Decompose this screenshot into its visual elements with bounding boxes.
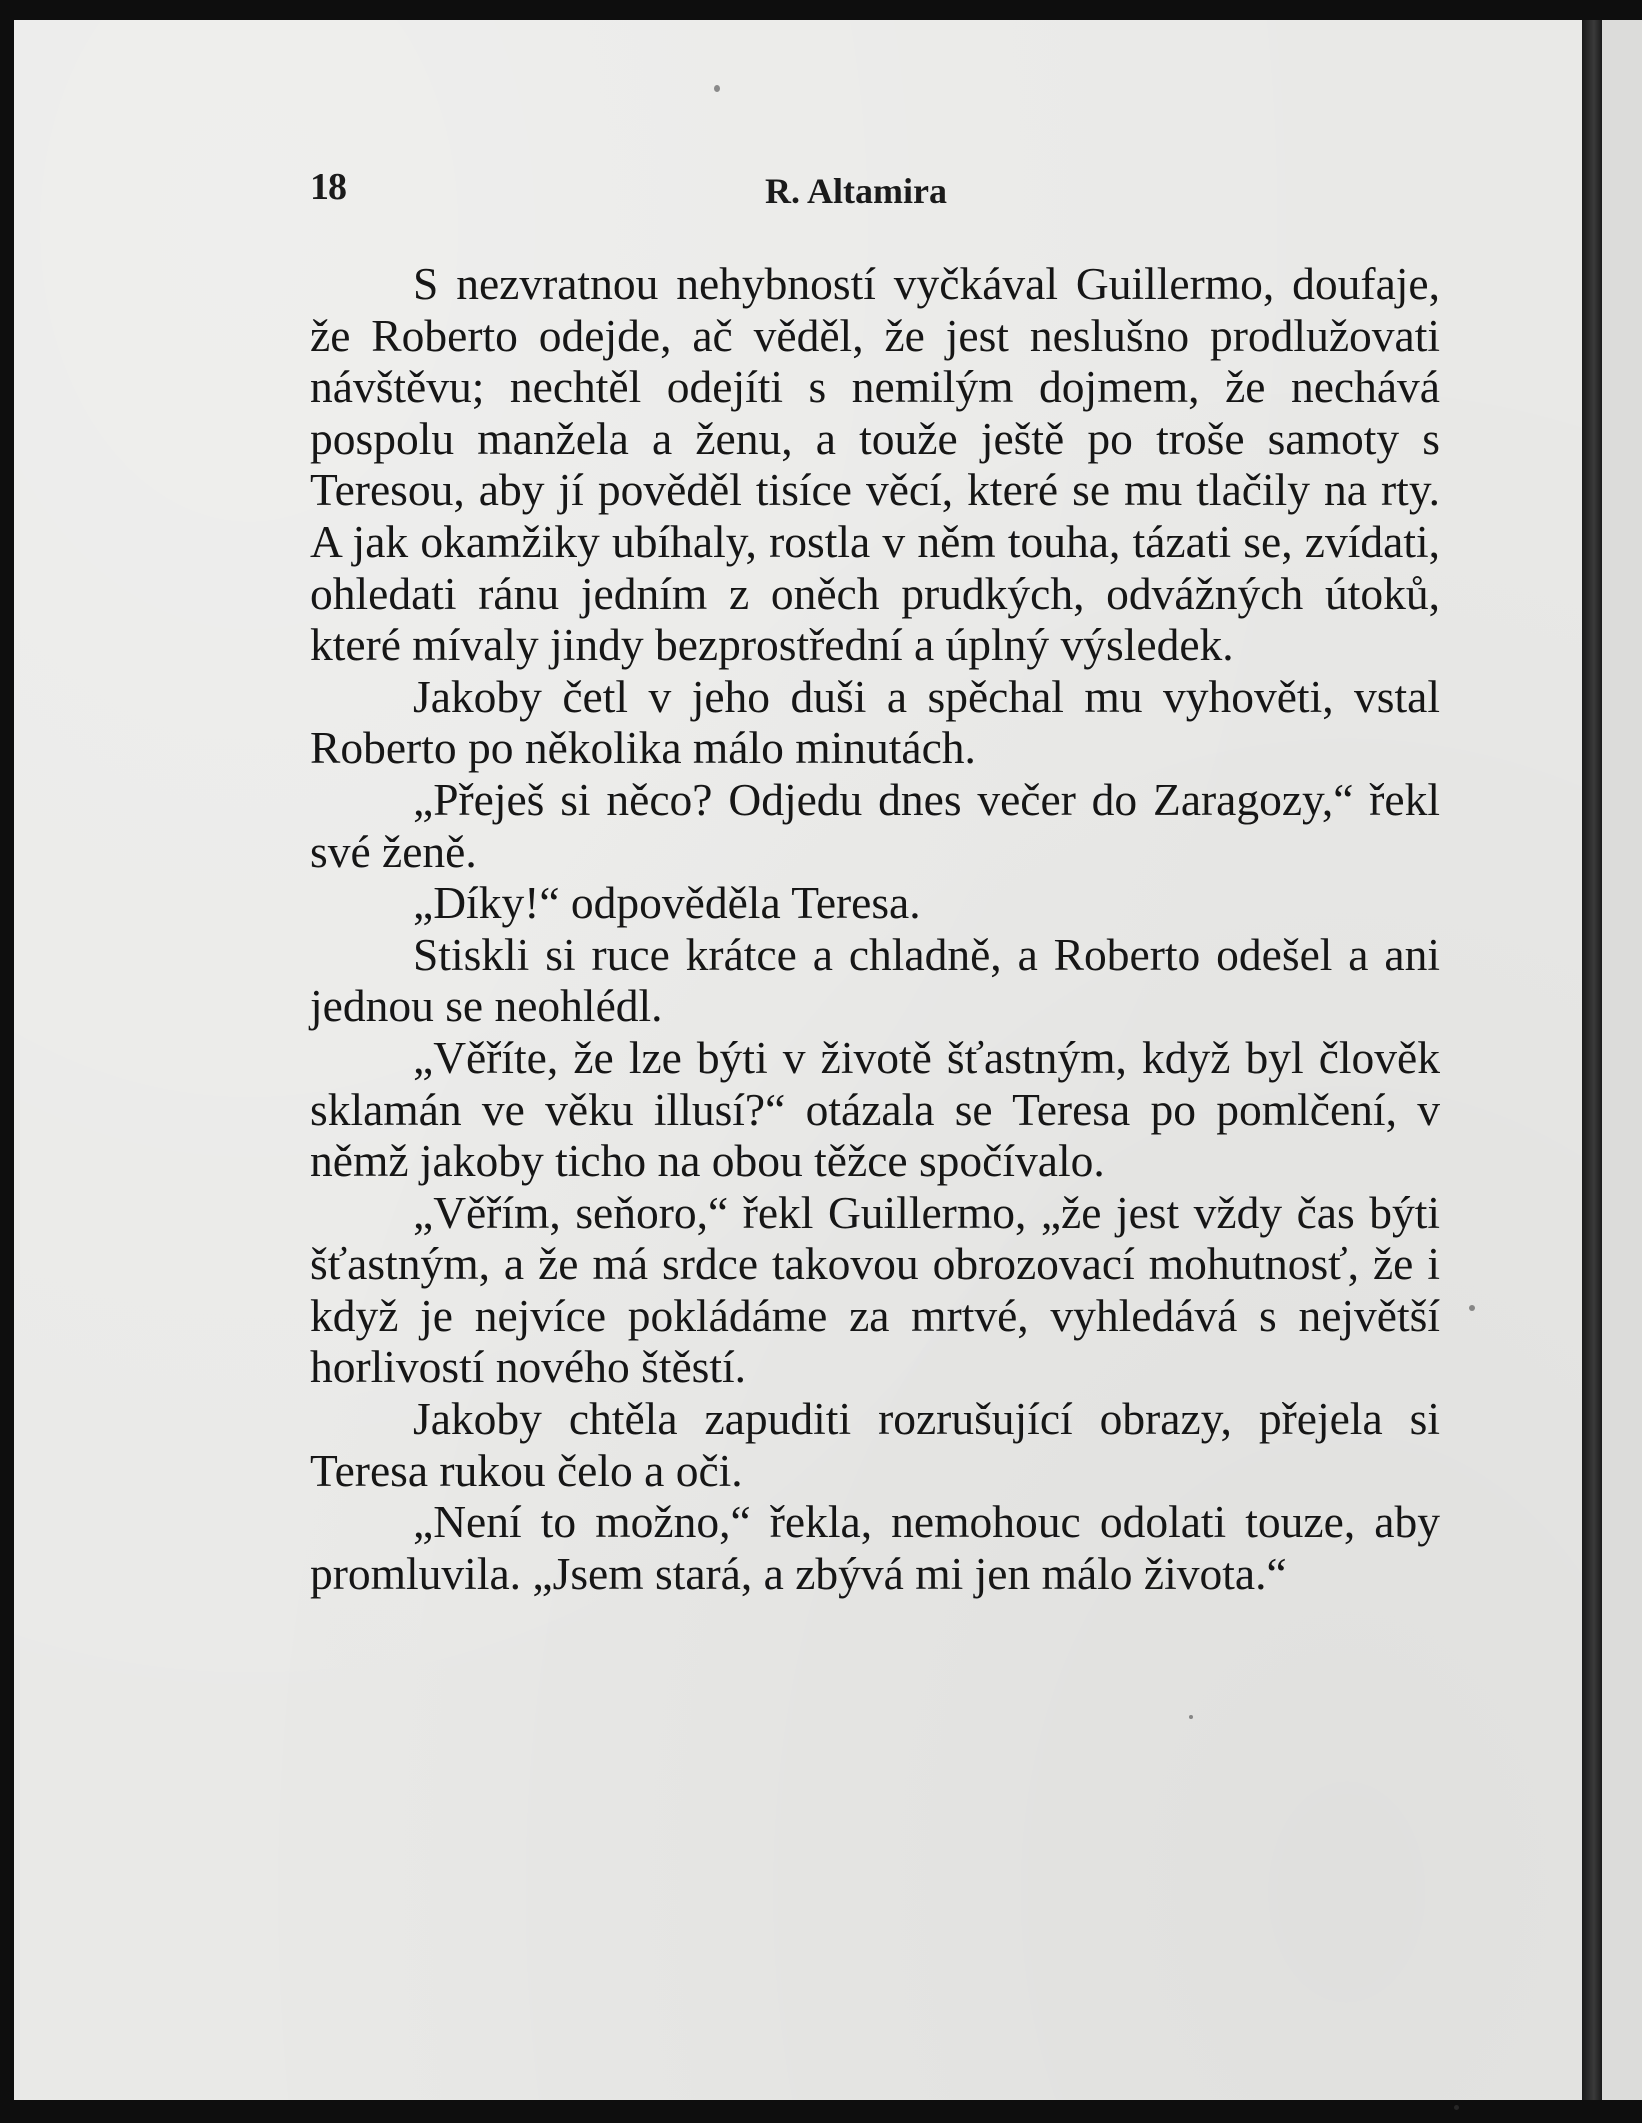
paper-speck [1469, 1305, 1475, 1311]
paragraph: „Věříte, že lze býti v životě šťastným, když byl člověk sklamán ve věku illusí?“ otázala se Teresa po pomlčení, v němž jakoby ticho na obou těžce spočívalo. [310, 1031, 1440, 1187]
paragraph: Jakoby chtěla zapuditi rozrušující obrazy, přejela si Teresa rukou čelo a oči. [310, 1393, 1440, 1496]
paragraph: Jakoby četl v jeho duši a spěchal mu vyhověti, vstal Roberto po několika málo minutách. [310, 670, 1440, 774]
paragraph: „Díky!“ odpověděla Teresa. [413, 877, 921, 929]
paragraph: „Věřím, seňoro,“ řekl Guillermo, „že jest vždy čas býti šťastným, a že má srdce takovou obrozovací mohutnosť, že i když je nejvíce pokládáme za mrtvé, vyhledává s největší horlivostí nového štěstí. [310, 1186, 1440, 1393]
paragraph: „Není to možno,“ řekla, nemohouc odolati touze, aby promluvila. „Jsem stará, a zbývá mi jen málo života.“ [310, 1496, 1440, 1599]
paragraph: S nezvratnou nehybností vyčkával Guillermo, doufaje, že Roberto odejde, ač věděl, že jest neslušno prodlužovati návštěvu; nechtěl odejíti s nemilým dojmem, že nechává pospolu manžela a ženu, a touže ještě po troše samoty s Teresou, aby jí pověděl tisíce věcí, které se mu tlačily na rty. A jak okamžiky ubíhaly, rostla v něm touha, tázati se, zvídati, ohledati ránu jedním z oněch prudkých, odvážných útoků, které mívaly jindy bezprostřední a úplný výsledek. [310, 258, 1440, 671]
running-head: R. Altamira [765, 171, 947, 211]
paper-speck [714, 85, 720, 92]
paper-speck [1454, 2105, 1459, 2110]
paragraph: „Přeješ si něco? Odjedu dnes večer do Zaragozy,“ řekl své ženě. [310, 773, 1440, 877]
page-number: 18 [310, 166, 346, 208]
body-text [310, 258, 1440, 1599]
adjacent-page-edge [1602, 20, 1642, 2100]
page-header [0, 165, 1642, 225]
book-spine-shadow [1582, 20, 1602, 2100]
paragraph: Stiskli si ruce krátce a chladně, a Roberto odešel a ani jednou se neohlédl. [310, 928, 1440, 1032]
paper-speck [1189, 1715, 1193, 1719]
